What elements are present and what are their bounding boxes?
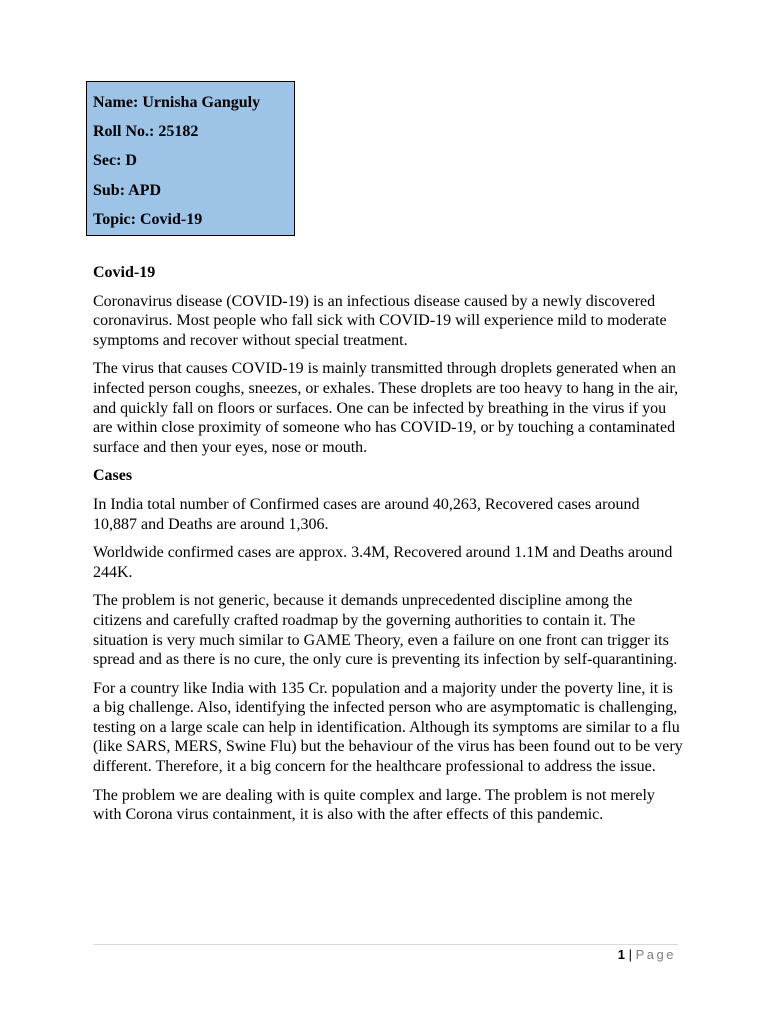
- subject: Sub: APD: [93, 181, 162, 199]
- page-label: Page: [635, 947, 676, 962]
- paragraph-intro: Coronavirus disease (COVID-19) is an infectious disease caused by a newly discovered coronavirus. Most people who fall sick with COVID-19 will experience mild to moderate symptoms and recover without special treatment.: [93, 292, 667, 349]
- page-number: 1: [617, 947, 625, 962]
- paragraph-worldwide-cases: Worldwide confirmed cases are approx. 3.4M, Recovered around 1.1M and Deaths around 244K.: [93, 544, 673, 581]
- section: Sec: D: [93, 152, 137, 170]
- page-footer: [618, 946, 676, 964]
- page-separator: |: [628, 947, 632, 962]
- student-info-box: [86, 81, 295, 236]
- roll-number: Roll No.: 25182: [93, 123, 199, 141]
- topic: Topic: Covid-19: [93, 210, 203, 228]
- heading-covid: Covid-19: [93, 264, 156, 281]
- paragraph-complexity: The problem we are dealing with is quite complex and large. The problem is not merely with Corona virus containment, it is also with the after effects of this pandemic.: [93, 786, 655, 824]
- paragraph-problem: The problem is not generic, because it demands unprecedented discipline among the citizens and carefully crafted roadmap by the governing authorities to contain it. The situation is very much similar to GAME Theory, even a failure on one front can trigger its spread and as there is no cure, the only cure is preventing its infection by self-quarantining.: [93, 592, 678, 669]
- heading-cases: Cases: [93, 467, 133, 485]
- paragraph-transmission: The virus that causes COVID-19 is mainly transmitted through droplets generated when an infected person coughs, sneezes, or exhales. These droplets are too heavy to hang in the air, and quickly fall on floors or surfaces. One can be infected by breathing in the virus if you are within close proximity of someone who has COVID-19, or by touching a contaminated surface and then your eyes, nose or mouth.: [93, 360, 679, 456]
- student-name: Name: Urnisha Ganguly: [93, 94, 261, 111]
- document-body: [93, 263, 683, 834]
- paragraph-india-cases: In India total number of Confirmed cases are around 40,263, Recovered cases around 10,887 and Deaths are around 1,306.: [93, 495, 640, 533]
- footer-divider: [93, 944, 678, 945]
- paragraph-india-challenge: For a country like India with 135 Cr. population and a majority under the poverty line, it is a big challenge. Also, identifying the infected person who are asymptomatic is challenging, testing on a large scale can help in identification. Although its symptoms are similar to a flu (like SARS, MERS, Swine Flu) but the behaviour of the virus has been found out to be very different. Therefore, it a big concern for the healthcare professional to address the issue.: [93, 679, 683, 776]
